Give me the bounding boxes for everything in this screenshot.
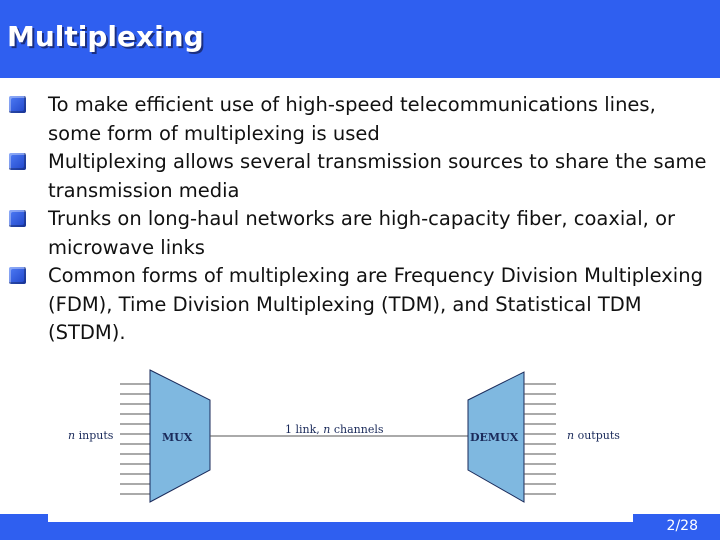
bullet-square-icon [9, 96, 26, 113]
diagram-svg [48, 350, 633, 522]
bullet-item [8, 148, 713, 205]
inputs-label: n inputs [68, 429, 114, 442]
link-label: 1 link, n channels [285, 423, 384, 436]
outputs-label: n outputs [567, 429, 620, 442]
slide-title: Multiplexing [7, 20, 204, 53]
bullet-item [8, 262, 713, 348]
bullet-item [8, 205, 713, 262]
input-lines [120, 384, 150, 494]
bullet-text: Multiplexing allows several transmission sources to share the same transmission media [48, 150, 707, 202]
bullet-item [8, 91, 713, 148]
output-lines [524, 384, 556, 494]
bullet-square-icon [9, 153, 26, 170]
demux-label: DEMUX [470, 431, 519, 444]
bullet-square-icon [9, 267, 26, 284]
page-number: 2/28 [666, 518, 698, 534]
bullet-list [8, 91, 713, 348]
mux-label: MUX [162, 431, 193, 444]
bullet-square-icon [9, 210, 26, 227]
bullet-text: Common forms of multiplexing are Frequency Division Multiplexing (FDM), Time Division Multiplexing (TDM), and Statistical TDM (STDM). [48, 264, 703, 344]
multiplexing-diagram [48, 350, 633, 522]
bullet-text: Trunks on long-haul networks are high-capacity fiber, coaxial, or microwave links [48, 207, 676, 259]
bullet-text: To make efficient use of high-speed telecommunications lines, some form of multiplexing is used [48, 93, 656, 145]
